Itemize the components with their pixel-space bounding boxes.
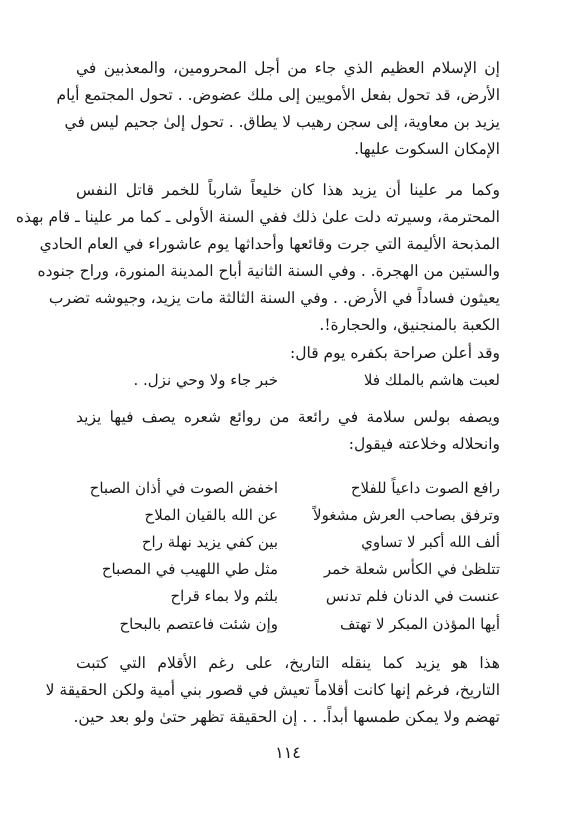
text-line: يزيد بن معاوية، إلى سجن رهيب لا يطاق. . تحول إلىٰ جحيم ليس في xyxy=(64,113,500,131)
poem-verse xyxy=(76,583,500,610)
verse-first-hemistich: لعبت هاشم بالملك فلا xyxy=(363,371,500,389)
text-line: إن الإسلام العظيم الذي جاء من أجل المحرومين، والمعذبين في xyxy=(76,59,500,77)
verse-second-hemistich: اخفض الصوت في أذان الصباح xyxy=(89,479,278,497)
poem-verse xyxy=(76,611,500,638)
verse-second-hemistich: بلثم ولا بماء قراح xyxy=(170,587,278,605)
paragraph-3 xyxy=(76,340,500,367)
poem-verse xyxy=(76,529,500,556)
text-line: وانحلاله وخلاعته فيقول: xyxy=(348,435,500,453)
quoted-verse xyxy=(76,367,500,394)
text-line: المحترمة، وسيرته دلت علىٰ ذلك ففي السنة الأولى ـ كما مر علينا ـ قام بهذه xyxy=(15,208,500,226)
verse-first-hemistich: أيها المؤذن المبكر لا تهتف xyxy=(340,615,500,633)
paragraph-5 xyxy=(45,650,500,731)
text-line: هذا هو يزيد كما ينقله التاريخ، على رغم الأقلام التي كتبت xyxy=(76,654,500,672)
verse-first-hemistich: رافع الصوت داعياً للفلاح xyxy=(350,479,500,497)
verse-first-hemistich: ألف الله أكبر لا تساوي xyxy=(361,533,500,551)
text-line: الكعبة بالمنجنيق، والحجارة!. xyxy=(319,316,500,334)
text-line: والستين من الهجرة. . وفي السنة الثانية أباح المدينة المنورة، وراح جنوده xyxy=(37,262,500,280)
verse-second-hemistich: بين كفي يزيد نهلة راح xyxy=(141,533,278,551)
poem-verse xyxy=(76,502,500,529)
text-line: وكما مر علينا أن يزيد هذا كان خليعاً شارباً للخمر قاتل النفس xyxy=(76,181,500,199)
text-line: ويصفه بولس سلامة في رائعة من روائع شعره يصف فيها يزيد xyxy=(76,408,500,426)
poem-verse xyxy=(76,556,500,583)
paragraph-4 xyxy=(76,404,500,458)
paragraph-2 xyxy=(15,177,500,339)
text-line: يعيثون فساداً في الأرض. . وفي السنة الثالثة مات يزيد، وجيوشه تضرب xyxy=(48,289,500,307)
verse-first-hemistich: تتلظىٰ في الكأس شعلة خمر xyxy=(323,560,500,578)
page-number: ١١٤ xyxy=(275,743,301,762)
verse-second-hemistich: مثل طي اللهيب في المصباح xyxy=(101,560,278,578)
text-line: وقد أعلن صراحة بكفره يوم قال: xyxy=(290,344,500,362)
text-line: المذبحة الأليمة التي جرت وقائعها وأحداثها يوم عاشوراء في العام الحادي xyxy=(39,235,500,253)
verse-first-hemistich: عنست في الدنان فلم تدنس xyxy=(325,587,500,605)
text-line: الأرض، قد تحول بفعل الأمويين إلى ملك عضوض. . تحول المجتمع أيام xyxy=(56,86,500,104)
verse-second-hemistich: وإن شئت فاعتصم بالبحاح xyxy=(119,615,278,633)
paragraph-1 xyxy=(56,55,500,163)
poem-verse xyxy=(76,475,500,502)
text-line: التاريخ، فرغم إنها كانت أقلاماً تعيش في قصور بني أمية ولكن الحقيقة لا xyxy=(45,681,500,699)
text-line: تهضم ولا يمكن طمسها أبداً. . . إن الحقيقة تظهر حتىٰ ولو بعد حين. xyxy=(73,708,500,726)
text-line: الإمكان السكوت عليها. xyxy=(354,140,500,158)
verse-second-hemistich: خبر جاء ولا وحي نزل. . xyxy=(133,371,278,389)
verse-second-hemistich: عن الله بالقيان الملاح xyxy=(144,506,278,524)
verse-first-hemistich: وترفق بصاحب العرش مشغولاً xyxy=(313,506,500,524)
